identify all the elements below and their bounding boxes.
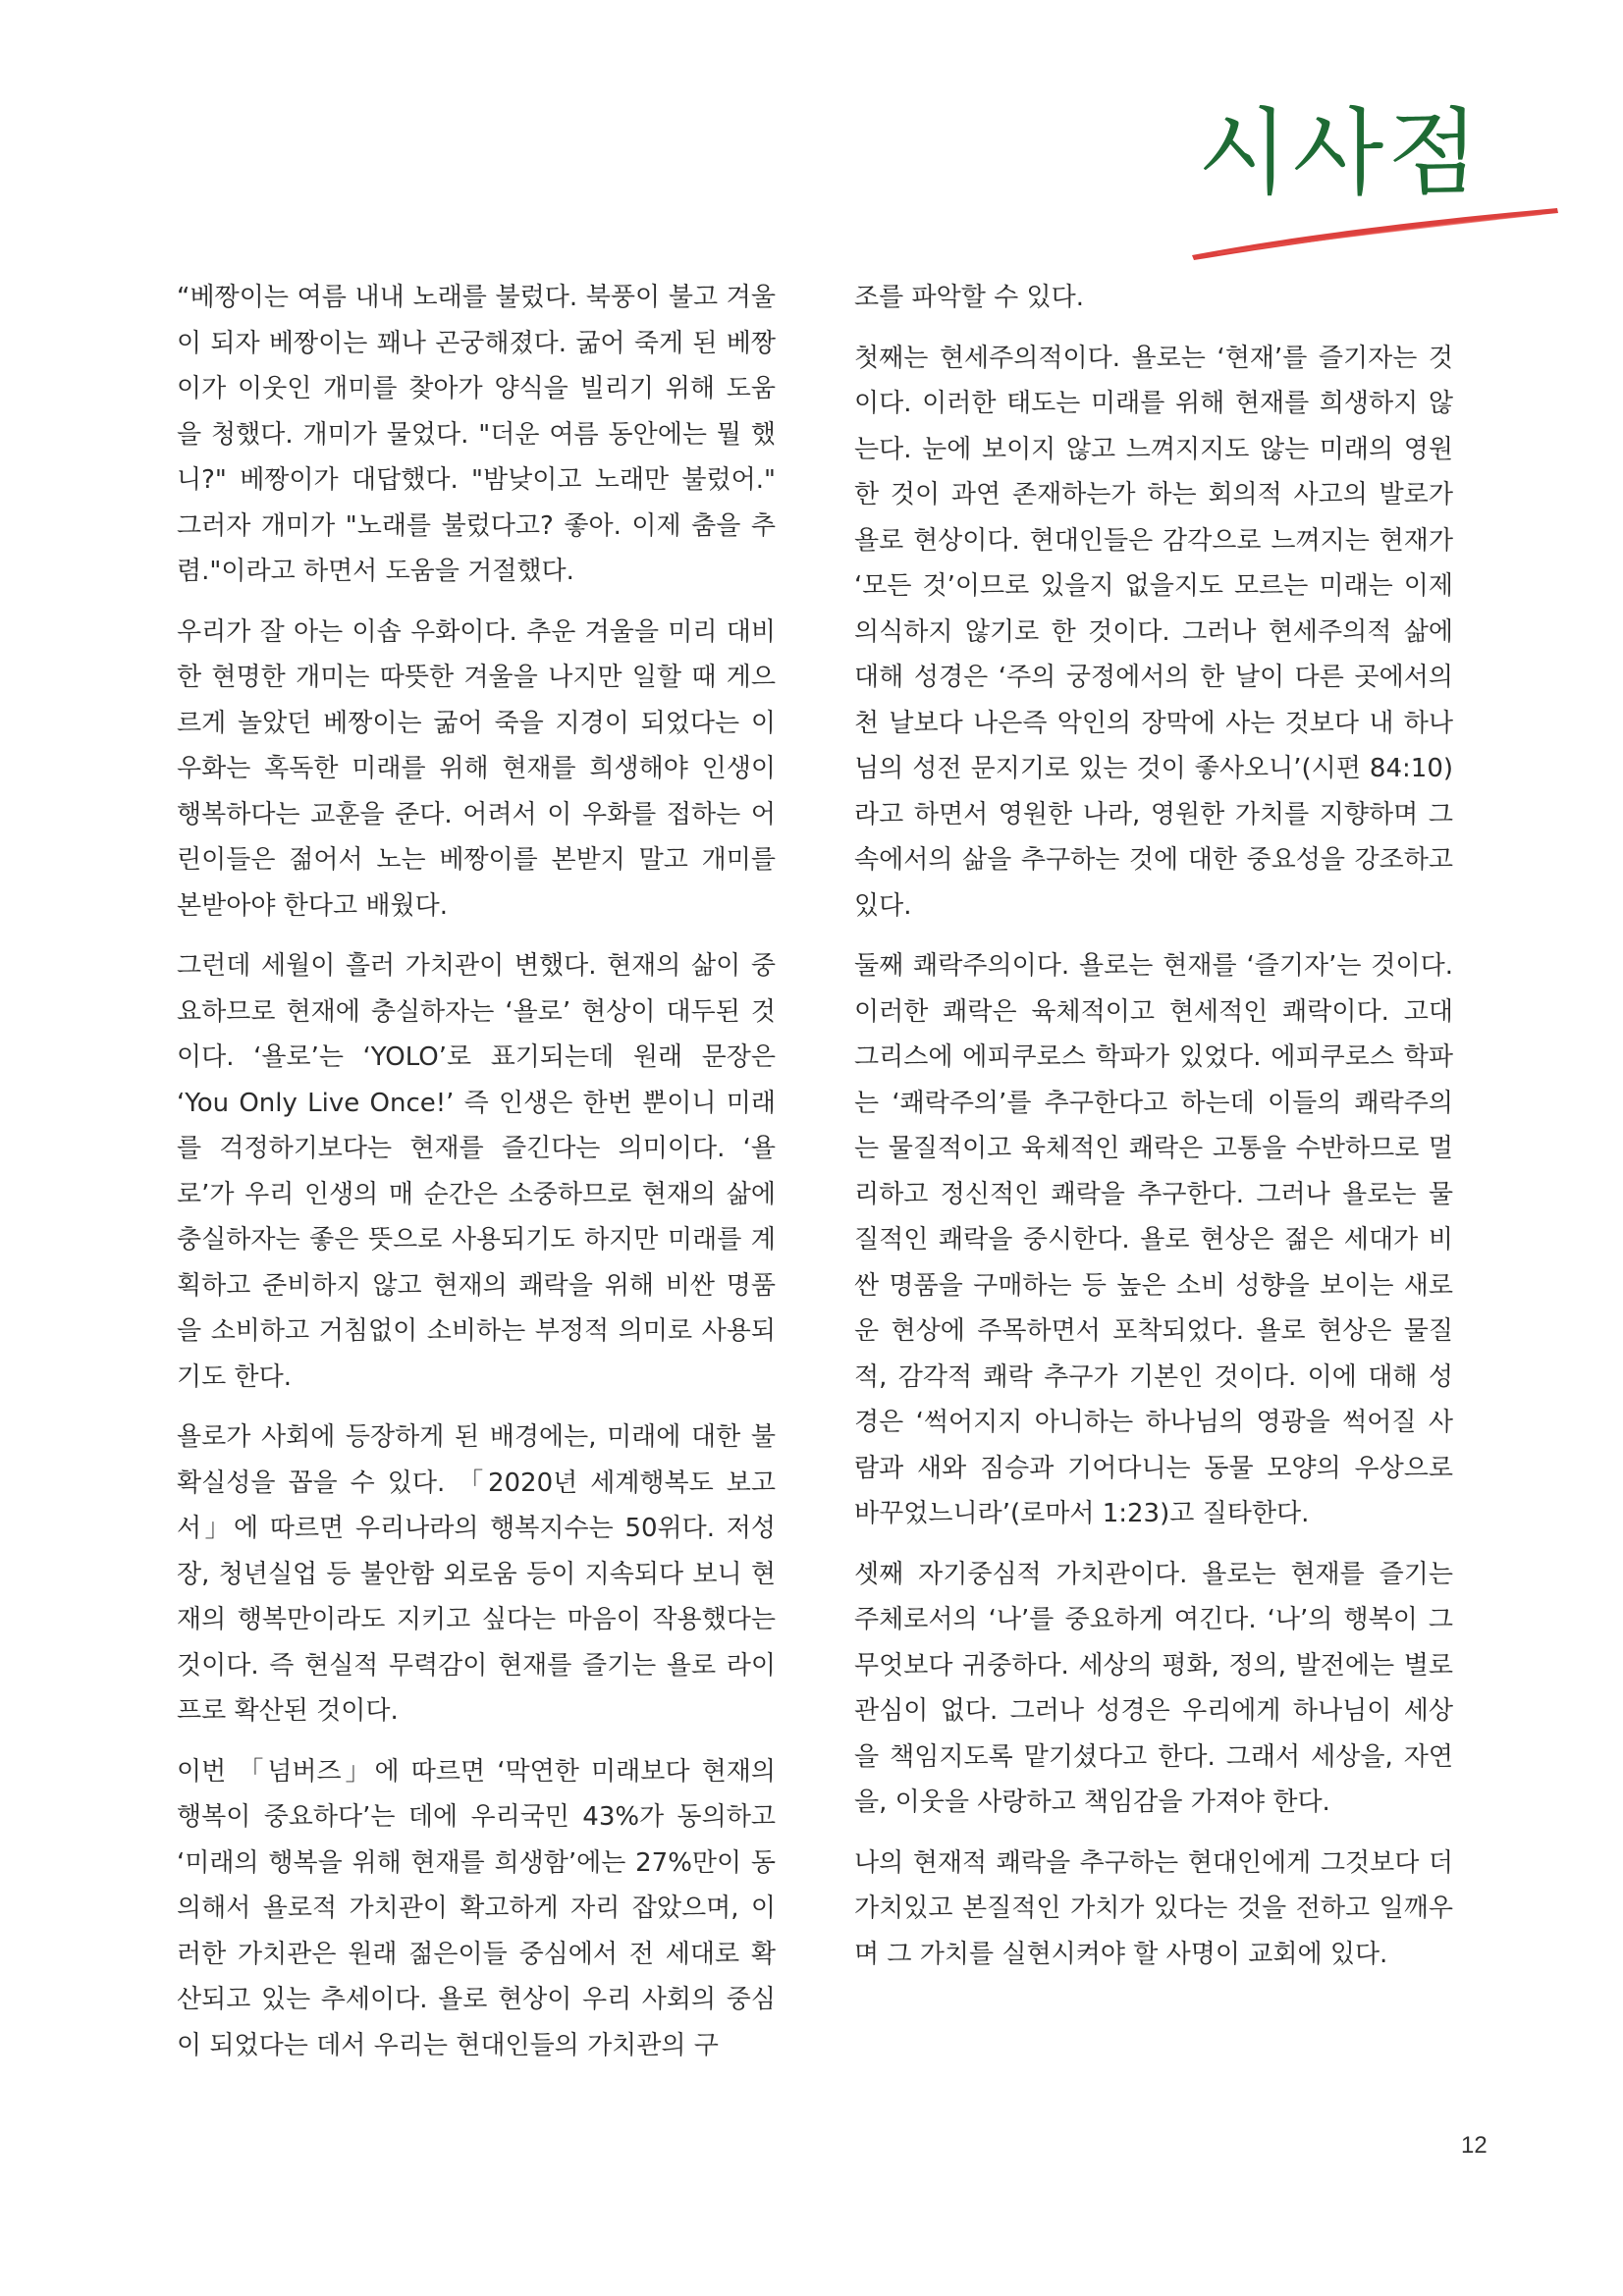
paragraph: 셋째 자기중심적 가치관이다. 욜로는 현재를 즐기는 주체로서의 ‘나’를 중요하게 여긴다. ‘나’의 행복이 그 무엇보다 귀중하다. 세상의 평화, 정의, 발전에는 별로 관심이 없다. 그러나 성경은 우리에게 하나님이 세상을 책임지도록 맡기셨다고 한다. 그래서 세상을, 자연을, 이웃을 사랑하고 책임감을 가져야 한다. [854, 1559, 1453, 1817]
paragraph: 우리가 잘 아는 이솝 우화이다. 추운 겨울을 미리 대비한 현명한 개미는 따뜻한 겨울을 나지만 일할 때 게으르게 놀았던 베짱이는 굶어 죽을 지경이 되었다는 이 우화는 혹독한 미래를 위해 현재를 희생해야 인생이 행복하다는 교훈을 준다. 어려서 이 우화를 접하는 어린이들은 젊어서 노는 베짱이를 본받지 말고 개미를 본받아야 한다고 배웠다. [177, 616, 776, 921]
paragraph: 이번 「넘버즈」에 따르면 ‘막연한 미래보다 현재의 행복이 중요하다’는 데에 우리국민 43%가 동의하고 ‘미래의 행복을 위해 현재를 희생함’에는 27%만이 동의해서 욜로적 가치관이 확고하게 자리 잡았으며, 이러한 가치관은 원래 젊은이들 중심에서 전 세대로 확산되고 있는 추세이다. 욜로 현상이 우리 사회의 중심이 되었다는 데서 우리는 현대인들의 가치관의 구 [177, 1756, 776, 2060]
paragraph: “베짱이는 여름 내내 노래를 불렀다. 북풍이 불고 겨울이 되자 베짱이는 꽤나 곤궁해졌다. 굶어 죽게 된 베짱이가 이웃인 개미를 찾아가 양식을 빌리기 위해 도움을 청했다. 개미가 물었다. "더운 여름 동안에는 뭘 했니?" 베짱이가 대답했다. "밤낮이고 노래만 불렀어." 그러자 개미가 "노래를 불렀다고? 좋아. 이제 춤을 추렴."이라고 하면서 도움을 거절했다. [177, 283, 776, 586]
paragraph: 욜로가 사회에 등장하게 된 배경에는, 미래에 대한 불확실성을 꼽을 수 있다. 「2020년 세계행복도 보고서」에 따르면 우리나라의 행복지수는 50위다. 저성장, 청년실업 등 불안함 외로움 등이 지속되다 보니 현재의 행복만이라도 지키고 싶다는 마음이 작용했다는 것이다. 즉 현실적 무력감이 현재를 즐기는 욜로 라이프로 확산된 것이다. [177, 1422, 776, 1726]
section-title: 시사점 [1197, 98, 1483, 208]
right-column [854, 275, 1453, 1992]
page-number: 12 [1461, 2132, 1488, 2159]
paragraph: 첫째는 현세주의적이다. 욜로는 ‘현재’를 즐기자는 것이다. 이러한 태도는 미래를 위해 현재를 희생하지 않는다. 눈에 보이지 않고 느껴지지도 않는 미래의 영원한 것이 과연 존재하는가 하는 회의적 사고의 발로가 욜로 현상이다. 현대인들은 감각으로 느껴지는 현재가 ‘모든 것’이므로 있을지 없을지도 모르는 미래는 이제 의식하지 않기로 한 것이다. 그러나 현세주의적 삶에 대해 성경은 ‘주의 궁정에서의 한 날이 다른 곳에서의 천 날보다 나은즉 악인의 장막에 사는 것보다 내 하나님의 성전 문지기로 있는 것이 좋사오니’(시편 84:10)라고 하면서 영원한 나라, 영원한 가치를 지향하며 그 속에서의 삶을 추구하는 것에 대한 중요성을 강조하고 있다. [854, 343, 1453, 921]
left-column [177, 275, 776, 2083]
paragraph: 둘째 쾌락주의이다. 욜로는 현재를 ‘즐기자’는 것이다. 이러한 쾌락은 육체적이고 현세적인 쾌락이다. 고대 그리스에 에피쿠로스 학파가 있었다. 에피쿠로스 학파는 ‘쾌락주의’를 추구한다고 하는데 이들의 쾌락주의는 물질적이고 육체적인 쾌락은 고통을 수반하므로 멀리하고 정신적인 쾌락을 추구한다. 그러나 욜로는 물질적인 쾌락을 중시한다. 욜로 현상은 젊은 세대가 비싼 명품을 구매하는 등 높은 소비 성향을 보이는 새로운 현상에 주목하면서 포착되었다. 욜로 현상은 물질적, 감각적 쾌락 추구가 기본인 것이다. 이에 대해 성경은 ‘썩어지지 아니하는 하나님의 영광을 썩어질 사람과 새와 짐승과 기어다니는 동물 모양의 우상으로 바꾸었느니라’(로마서 1:23)고 질타한다. [854, 951, 1453, 1528]
paragraph: 나의 현재적 쾌락을 추구하는 현대인에게 그것보다 더 가치있고 본질적인 가치가 있다는 것을 전하고 일깨우며 그 가치를 실현시켜야 할 사명이 교회에 있다. [854, 1847, 1453, 1969]
section-title-block [1168, 98, 1561, 273]
red-brush-stroke [1188, 204, 1561, 263]
paragraph: 그런데 세월이 흘러 가치관이 변했다. 현재의 삶이 중요하므로 현재에 충실하자는 ‘욜로’ 현상이 대두된 것이다. ‘욜로’는 ‘YOLO’로 표기되는데 원래 문장은 ‘You Only Live Once!’ 즉 인생은 한번 뿐이니 미래를 걱정하기보다는 현재를 즐긴다는 의미이다. ‘욜로’가 우리 인생의 매 순간은 소중하므로 현재의 삶에 충실하자는 좋은 뜻으로 사용되기도 하지만 미래를 계획하고 준비하지 않고 현재의 쾌락을 위해 비싼 명품을 소비하고 거침없이 소비하는 부정적 의미로 사용되기도 한다. [177, 951, 776, 1392]
paragraph: 조를 파악할 수 있다. [854, 283, 1084, 312]
